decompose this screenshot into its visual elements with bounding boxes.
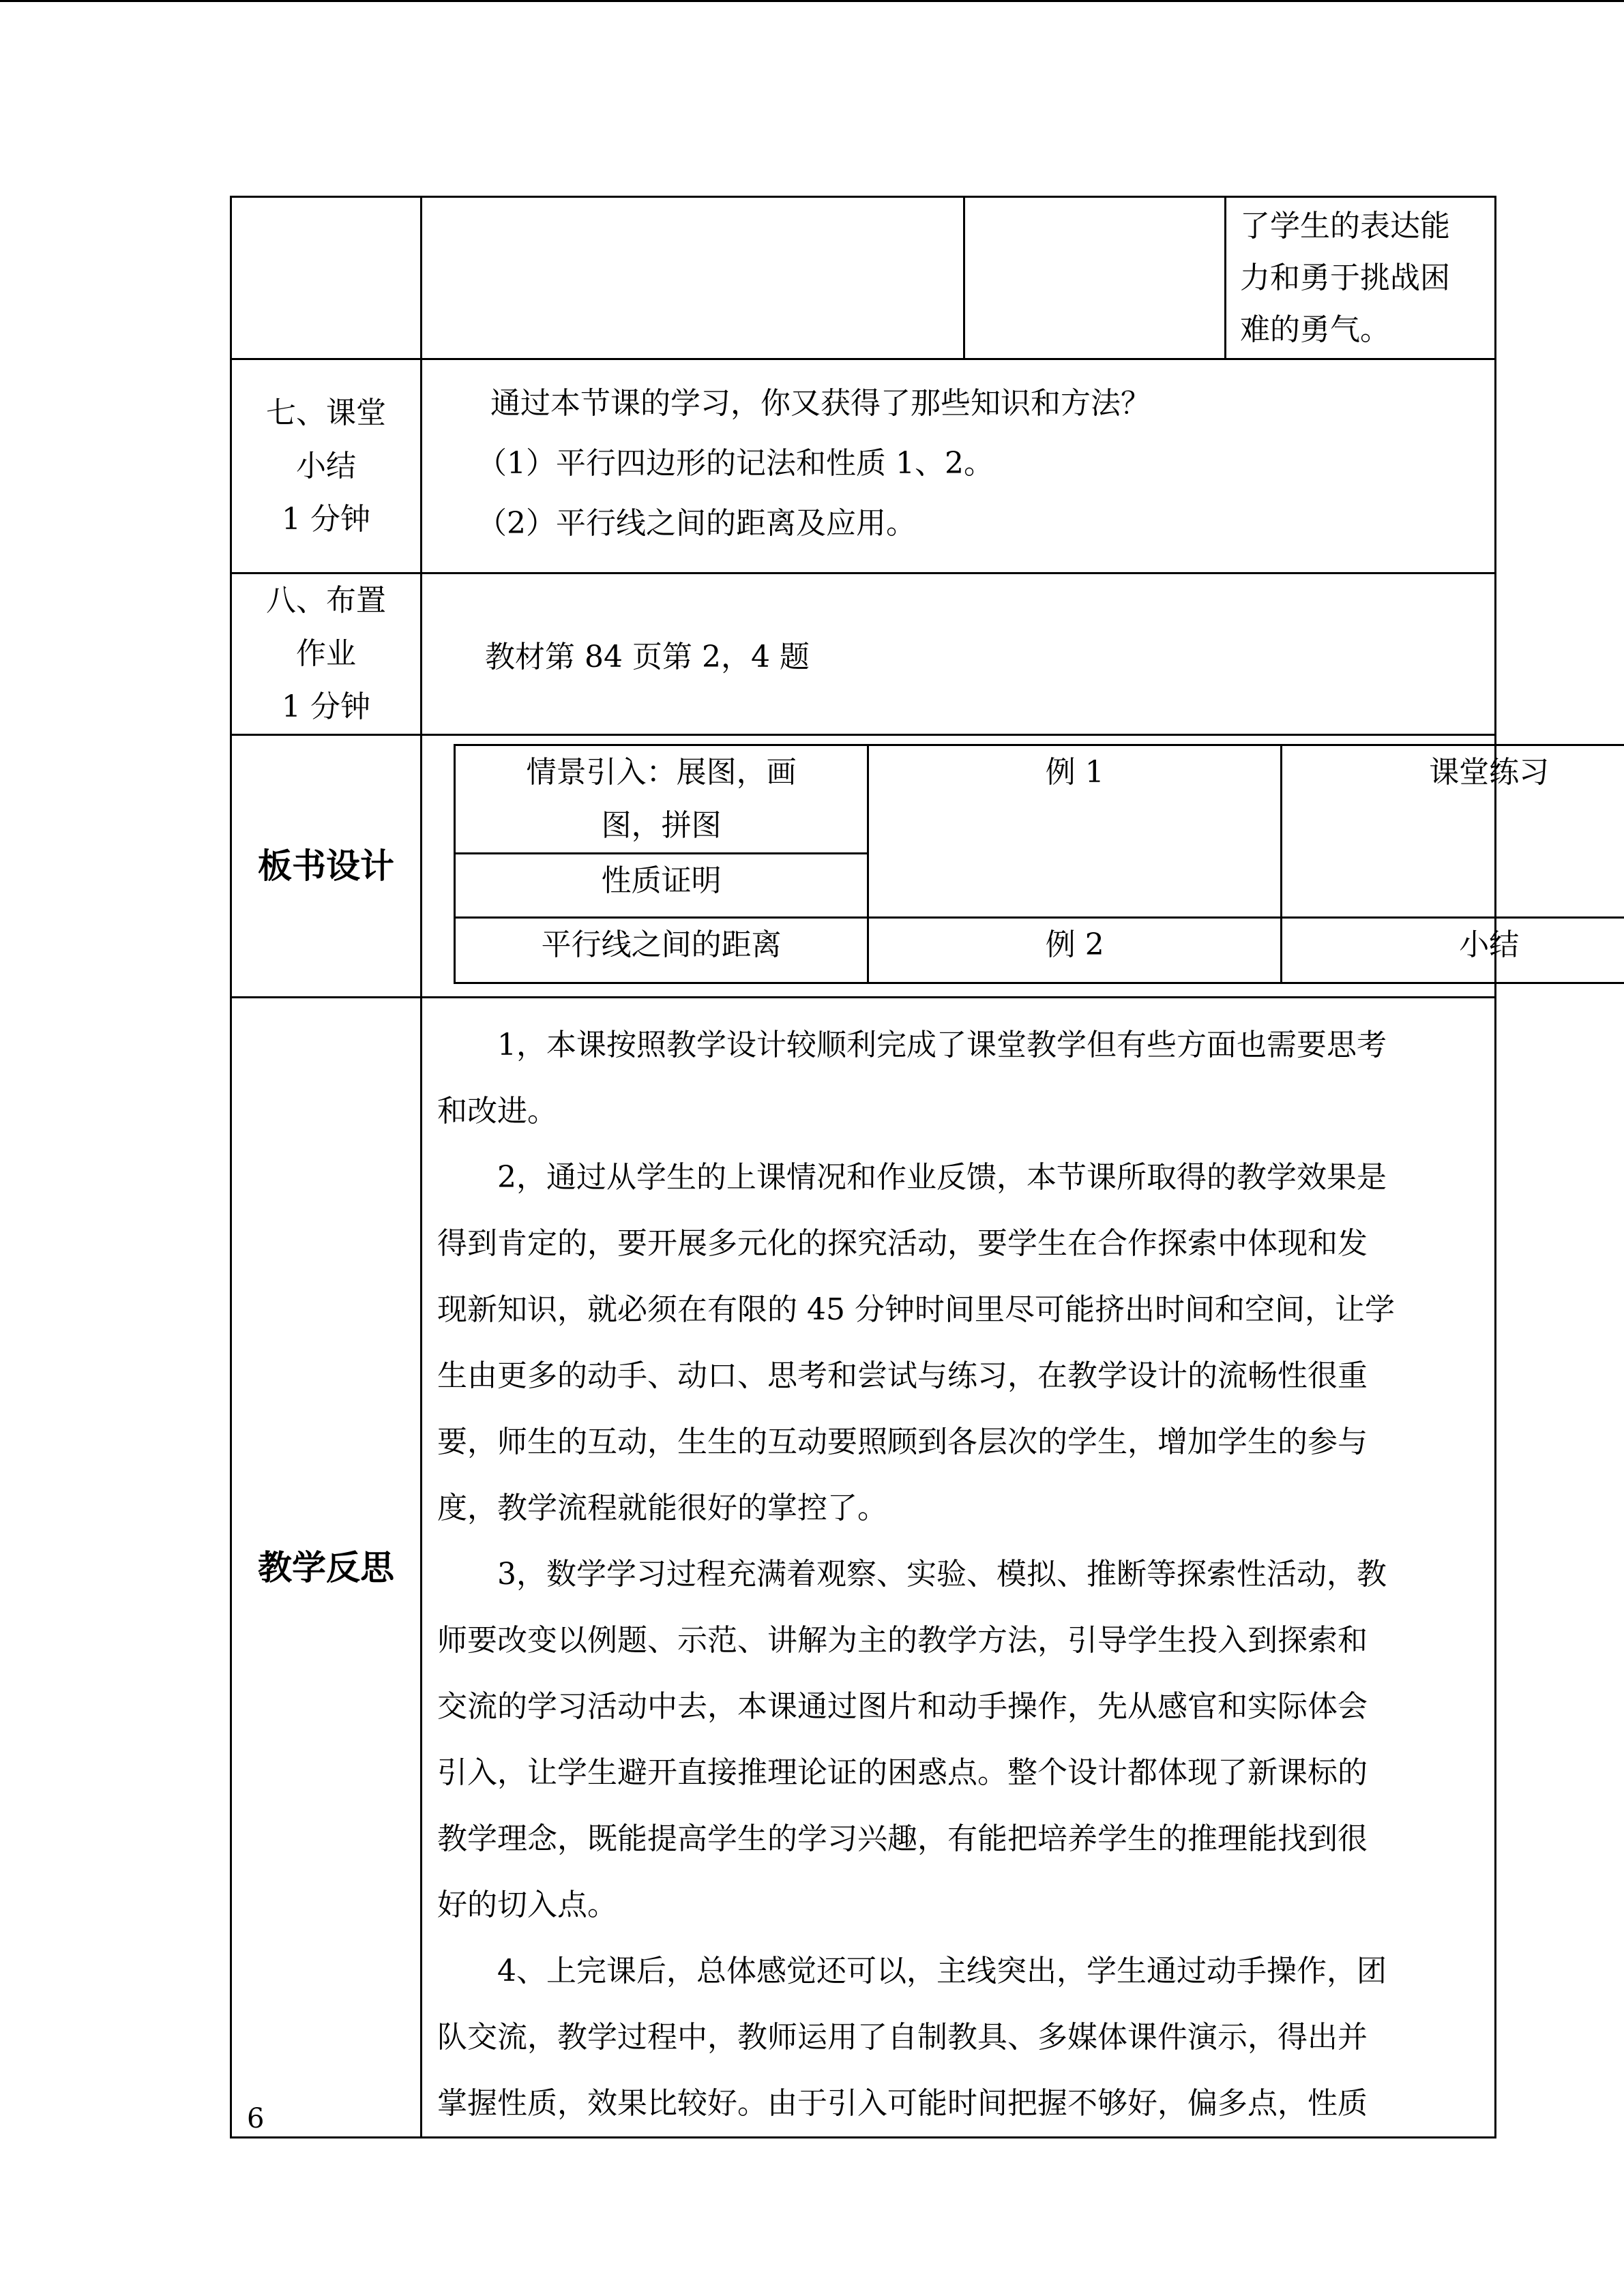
summary-content — [422, 359, 1496, 573]
continued-row — [231, 197, 1496, 359]
homework-label: 八、布置 作业 1 分钟 — [231, 573, 422, 735]
top-border-line — [0, 0, 1624, 2]
reflection-paragraph-1: 1，本课按照教学设计较顺利完成了课堂教学但有些方面也需要思考 和改进。 — [437, 1028, 1387, 1129]
summary-row — [231, 359, 1496, 573]
continued-intent-cell — [1226, 197, 1496, 359]
board-row — [231, 735, 1496, 998]
continued-label-cell — [231, 197, 422, 359]
board-practice-cell: 课堂练习 — [1282, 745, 1624, 918]
reflection-label: 教学反思 — [231, 998, 422, 2138]
intent-line-3: 难的勇气。 — [1240, 312, 1390, 347]
homework-content — [422, 573, 1496, 735]
board-intro-cell: 情景引入：展图，画 图，拼图 — [455, 745, 868, 854]
reflection-row — [231, 998, 1496, 2138]
board-content — [422, 735, 1550, 998]
intent-line-2: 力和勇于挑战困 — [1240, 260, 1450, 295]
board-layout-table — [454, 744, 1624, 984]
board-distance-cell: 平行线之间的距离 — [455, 918, 868, 983]
lesson-plan-table — [230, 196, 1550, 2138]
summary-question: 通过本节课的学习，你又获得了那些知识和方法？ — [490, 386, 1151, 421]
board-label: 板书设计 — [231, 735, 422, 998]
intent-line-1: 了学生的表达能 — [1240, 209, 1450, 243]
summary-label: 七、课堂 小结 1 分钟 — [231, 359, 422, 573]
page-number: 6 — [247, 2103, 265, 2134]
reflection-content — [422, 998, 1496, 2138]
continued-activity-cell — [964, 197, 1226, 359]
summary-item-2: （2）平行线之间的距离及应用。 — [477, 506, 916, 541]
board-proof-cell: 性质证明 — [455, 854, 868, 918]
reflection-paragraph-3: 3，数学学习过程充满着观察、实验、模拟、推断等探索性活动，教 师要改变以例题、示范、讲解为主的教学方法，引导学生投入到探索和 交流的学习活动中去，本课通过图片和动手操作，先从感官和实际体会 引入，让学生避开直接推理论证的困惑点。整个设计都体现了新课标的 教学理念，既能提高学生的学习兴趣，有能把培养学生的推理能找到很 好的切入点。 — [437, 1557, 1387, 1922]
homework-text: 教材第 84 页第 2，4 题 — [485, 640, 810, 674]
board-summary-cell: 小结 — [1282, 918, 1624, 983]
continued-content-cell — [422, 197, 964, 359]
board-example1-cell: 例 1 — [868, 745, 1282, 918]
board-example2-cell: 例 2 — [868, 918, 1282, 983]
reflection-paragraph-2: 2，通过从学生的上课情况和作业反馈，本节课所取得的教学效果是 得到肯定的，要开展多元化的探究活动，要学生在合作探索中体现和发 现新知识，就必须在有限的 45 分钟时间里尽可能挤出时间和空间，让学 生由更多的动手、动口、思考和尝试与练习，在教学设计的流畅性很重 要，师生的互动，生生的互动要照顾到各层次的学生，增加学生的参与 度，教学流程就能很好的掌控了。 — [437, 1160, 1395, 1525]
homework-row — [231, 573, 1496, 735]
summary-item-1: （1）平行四边形的记法和性质 1、2。 — [477, 446, 994, 481]
reflection-paragraph-4: 4、上完课后，总体感觉还可以，主线突出，学生通过动手操作，团 队交流，教学过程中，教师运用了自制教具、多媒体课件演示，得出并 掌握性质，效果比较好。由于引入可能时间把握不够好，偏多点，性质 — [437, 1954, 1387, 2121]
